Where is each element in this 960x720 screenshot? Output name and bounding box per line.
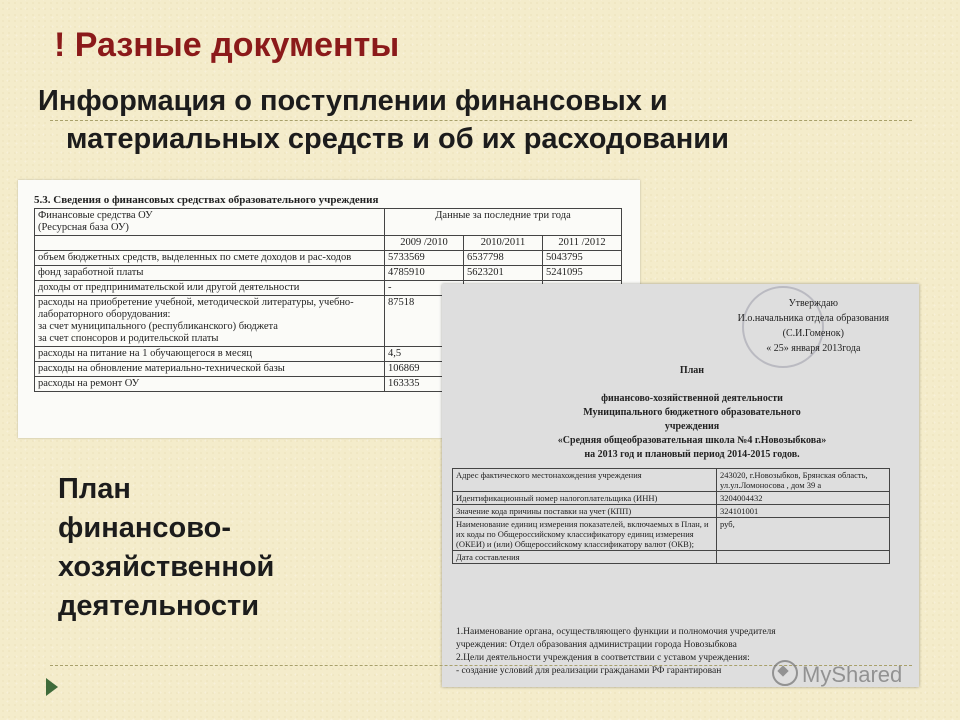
plan-line: учреждения [664,421,720,432]
plan-line: Муниципального бюджетного образовательного [583,407,801,418]
year-col: 2011 /2012 [543,236,622,251]
plan-caption-line: финансово- [58,512,232,544]
plan-line: на 2013 год и плановый период 2014-2015 годов. [584,449,800,460]
plan-caption-line: План [58,473,131,505]
row-value: 4,5 [385,347,464,362]
year-col: 2009 /2010 [385,236,464,251]
next-slide-arrow-icon[interactable] [46,678,58,696]
plan-title-block [502,364,882,462]
plan-caption-line: деятельности [58,590,260,622]
approve-line: Утверждаю [788,298,839,309]
note-line: - создание условий для реализации гражданами РФ гарантирован [456,666,722,676]
row-value: 324101001 [717,505,890,518]
table-row [453,492,890,505]
plan-line: «Средняя общеобразовательная школа №4 г.Новозыбкова» [557,435,827,446]
subtitle-line-2: материальных средств и об их расходовании [66,123,729,155]
table-row [453,518,890,551]
row-value: руб, [717,518,890,551]
row-label: доходы от предпринимательской или другой деятельности [35,281,385,296]
table-row [35,251,622,266]
watermark [772,660,902,688]
plan-caption [58,470,274,626]
table-row [453,505,890,518]
table-header-left [35,209,385,236]
row-label: объем бюджетных средств, выделенных по смете доходов и рас-ходов [35,251,385,266]
note-line: 2.Цели деятельности учреждения в соответствии с уставом учреждения: [456,653,750,663]
row-value: 5623201 [464,266,543,281]
row-value: 4785910 [385,266,464,281]
row-value [717,551,890,564]
watermark-text: MyShared [802,662,903,687]
table-row [453,469,890,492]
row-label: расходы на питание на 1 обучающегося в месяц [35,347,385,362]
plan-caption-line: хозяйственной [58,551,275,583]
row-label: Значение кода причины поставки на учет (КПП) [453,505,717,518]
row-value: 5043795 [543,251,622,266]
row-value: 87518 [385,296,464,347]
approve-line: И.о.начальника отдела образования [737,313,889,324]
row-value: 3204004432 [717,492,890,505]
dotted-divider-top [50,120,912,121]
row-label: Дата составления [453,551,717,564]
note-line: 1.Наименование органа, осуществляющего функции и полномочия учредителя [456,627,776,637]
row-label: расходы на обновление материально-технической базы [35,362,385,377]
row-value: 106869 [385,362,464,377]
plan-details-table [452,468,890,564]
row-value: 163335 [385,377,464,392]
note-line: учреждения: Отдел образования администрации города Новозыбкова [456,640,737,650]
row-value: 5733569 [385,251,464,266]
slide-title: ! Разные документы [54,26,400,64]
approve-line: (С.И.Гоменок) [782,328,844,339]
subtitle-line-1: Информация о поступлении финансовых и [38,85,668,117]
row-label: расходы на ремонт ОУ [35,377,385,392]
row-value: - [385,281,464,296]
year-spacer [35,236,385,251]
row-value: 243020, г.Новозыбков, Брянская область, ул.ул.Ломоносова , дом 39 а [717,469,890,492]
scan1-heading: 5.3. Сведения о финансовых средствах образовательного учреждения [34,194,379,206]
row-label: фонд заработной платы [35,266,385,281]
plan-line: финансово-хозяйственной деятельности [601,393,783,404]
approval-block [738,296,889,356]
table-row [453,551,890,564]
head-left-2: (Ресурсная база ОУ) [38,222,129,233]
approve-line: « 25» января 2013года [766,343,861,354]
row-value: 5241095 [543,266,622,281]
head-left-1: Финансовые средства ОУ [38,210,153,221]
row-label: Наименование единиц измерения показателей, включаемых в План, и их коды по Общероссийскому классификатору единиц измерения (ОКЕИ) и (или) Общероссийскому классификатору валют (ОКВ); [453,518,717,551]
plan-document-scan [442,284,919,687]
row-label: Адрес фактического местонахождения учреждения [453,469,717,492]
row-label: расходы на приобретение учебной, методической литературы, учебно-лабораторного оборудования: за счет муниципального (республиканского) бюджета за счет спонсоров и родительской платы [35,296,385,347]
watermark-logo-icon [772,660,798,686]
row-value: 6537798 [464,251,543,266]
row-label: Идентификационный номер налогоплательщика (ИНН) [453,492,717,505]
table-header-right: Данные за последние три года [385,209,622,236]
table-row [35,266,622,281]
plan-word: План [679,365,705,376]
year-col: 2010/2011 [464,236,543,251]
